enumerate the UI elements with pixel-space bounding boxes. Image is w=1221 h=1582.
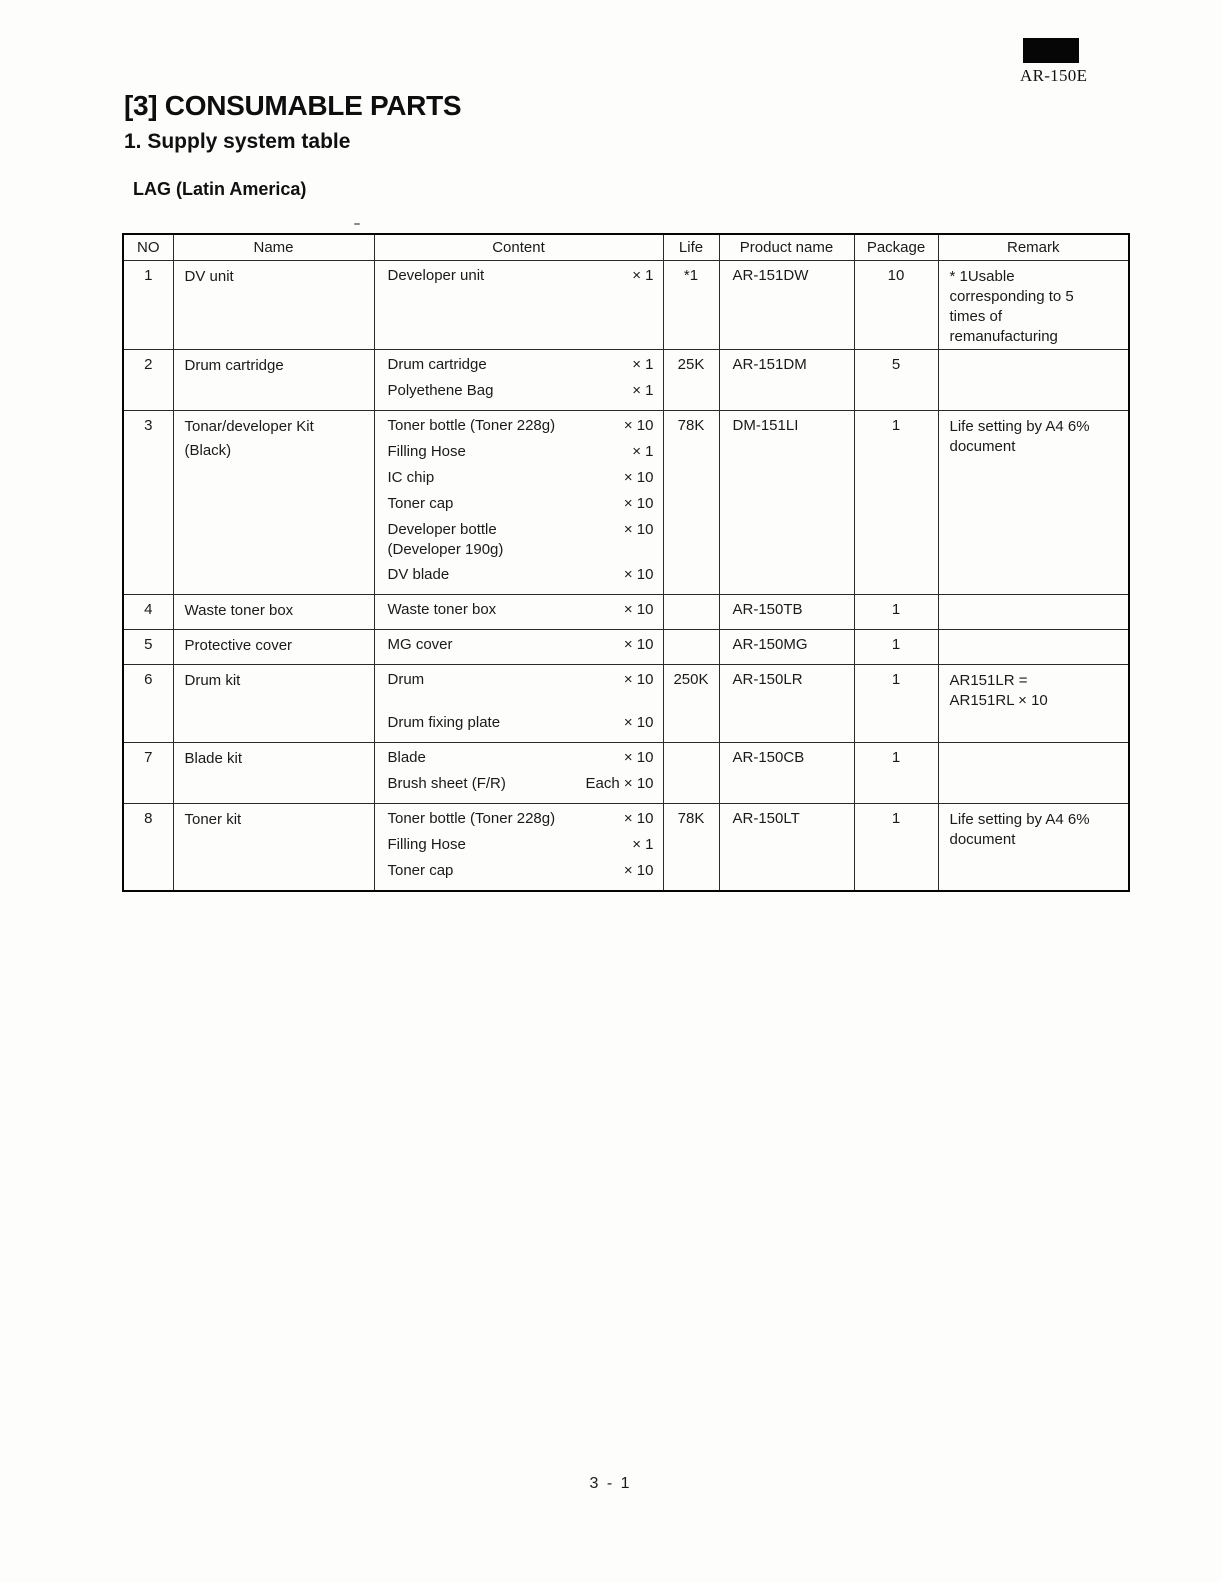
- cell-name: [173, 803, 374, 891]
- content-quantity: × 10: [623, 565, 654, 583]
- content-item-sub: (Developer 190g): [387, 540, 504, 558]
- content-quantity: × 1: [632, 835, 654, 853]
- cell-no: 3: [123, 410, 173, 594]
- column-header-remark: Remark: [938, 234, 1129, 260]
- column-header-life: Life: [663, 234, 719, 260]
- content-quantity: × 1: [632, 355, 654, 373]
- content-line: [388, 601, 654, 619]
- name-line: (Black): [184, 441, 232, 459]
- supply-table: [122, 233, 1130, 892]
- table-row: [123, 594, 1129, 629]
- content-quantity: × 1: [632, 266, 654, 284]
- name-line: Blade kit: [184, 749, 243, 767]
- content-item: Drum fixing plate: [387, 713, 501, 731]
- content-quantity: × 10: [623, 670, 654, 688]
- content-line: [388, 775, 654, 793]
- name-line: Protective cover: [184, 636, 293, 654]
- table-row: [123, 349, 1129, 410]
- redaction-block: [1023, 38, 1079, 63]
- content-item: DV blade: [387, 565, 450, 583]
- cell-no: 8: [123, 803, 173, 891]
- cell-name: [173, 260, 374, 349]
- content-item: Toner cap: [387, 861, 454, 879]
- cell-package: 1: [854, 410, 938, 594]
- remark-line: * 1Usable: [949, 267, 1015, 285]
- content-item: Developer bottle: [387, 520, 497, 538]
- content-quantity: Each × 10: [585, 774, 654, 792]
- content-line: [388, 495, 654, 513]
- cell-content: [374, 629, 663, 664]
- table-row: [123, 664, 1129, 742]
- name-line: Toner kit: [184, 810, 242, 828]
- cell-life: *1: [663, 260, 719, 349]
- section-title: [3] CONSUMABLE PARTS: [124, 90, 462, 121]
- content-line: [388, 469, 654, 487]
- content-line: [388, 749, 654, 767]
- cell-life: 78K: [663, 803, 719, 891]
- region-title: LAG (Latin America): [133, 179, 307, 199]
- cell-life: [663, 742, 719, 803]
- content-quantity: × 10: [623, 635, 654, 653]
- remark-line: times of: [949, 307, 1003, 325]
- cell-name: [173, 664, 374, 742]
- cell-product-name: AR-150LT: [719, 803, 854, 891]
- name-line: DV unit: [184, 267, 234, 285]
- content-item: Blade: [387, 748, 426, 766]
- content-quantity: × 1: [632, 381, 654, 399]
- cell-life: [663, 594, 719, 629]
- cell-product-name: AR-151DM: [719, 349, 854, 410]
- cell-remark: [938, 594, 1129, 629]
- content-line: [388, 417, 654, 435]
- content-item: MG cover: [387, 635, 453, 653]
- content-line: [388, 836, 654, 854]
- remark-line: AR151RL × 10: [949, 691, 1048, 709]
- remark-line: Life setting by A4 6%: [949, 810, 1090, 828]
- column-header-name: Name: [173, 234, 374, 260]
- content-line: [388, 267, 654, 285]
- cell-name: [173, 349, 374, 410]
- content-quantity: × 10: [623, 494, 654, 512]
- table-row: [123, 629, 1129, 664]
- content-item: IC chip: [387, 468, 435, 486]
- remark-line: remanufacturing: [949, 327, 1058, 345]
- cell-product-name: AR-151DW: [719, 260, 854, 349]
- content-line: [388, 671, 654, 689]
- cell-product-name: AR-150CB: [719, 742, 854, 803]
- content-line: [388, 810, 654, 828]
- content-item: Polyethene Bag: [387, 381, 494, 399]
- name-line: Drum kit: [184, 671, 241, 689]
- content-line: [388, 356, 654, 374]
- cell-product-name: DM-151LI: [719, 410, 854, 594]
- content-line: [388, 636, 654, 654]
- cell-content: [374, 742, 663, 803]
- content-quantity: × 10: [623, 861, 654, 879]
- cell-life: 250K: [663, 664, 719, 742]
- cell-content: [374, 803, 663, 891]
- model-label: AR-150E: [1020, 66, 1088, 85]
- cell-name: [173, 742, 374, 803]
- content-item: Toner bottle (Toner 228g): [387, 416, 556, 434]
- content-quantity: × 10: [623, 748, 654, 766]
- cell-content: [374, 410, 663, 594]
- cell-remark: [938, 664, 1129, 742]
- cell-package: 1: [854, 664, 938, 742]
- column-header-content: Content: [374, 234, 663, 260]
- content-line: [388, 714, 654, 732]
- cell-content: [374, 664, 663, 742]
- cell-remark: [938, 349, 1129, 410]
- remark-line: corresponding to 5: [949, 287, 1074, 305]
- cell-no: 1: [123, 260, 173, 349]
- cell-product-name: AR-150TB: [719, 594, 854, 629]
- name-line: Waste toner box: [184, 601, 294, 619]
- cell-remark: [938, 803, 1129, 891]
- cell-no: 4: [123, 594, 173, 629]
- remark-line: document: [949, 437, 1016, 455]
- remark-line: document: [949, 830, 1016, 848]
- cell-remark: [938, 260, 1129, 349]
- cell-package: 1: [854, 803, 938, 891]
- cell-content: [374, 594, 663, 629]
- remark-line: AR151LR =: [949, 671, 1028, 689]
- content-gap: [388, 697, 654, 714]
- cell-no: 5: [123, 629, 173, 664]
- content-item: Filling Hose: [387, 835, 466, 853]
- name-line: Drum cartridge: [184, 356, 284, 374]
- table-row: [123, 803, 1129, 891]
- content-quantity: × 10: [623, 713, 654, 731]
- cell-remark: [938, 410, 1129, 594]
- cell-package: 1: [854, 594, 938, 629]
- content-item: Drum: [387, 670, 425, 688]
- content-line: [388, 521, 654, 539]
- cell-content: [374, 349, 663, 410]
- cell-remark: [938, 629, 1129, 664]
- content-item: Drum cartridge: [387, 355, 487, 373]
- cell-content: [374, 260, 663, 349]
- table-row: [123, 410, 1129, 594]
- cell-no: 7: [123, 742, 173, 803]
- column-header-product-name: Product name: [719, 234, 854, 260]
- content-line: [388, 443, 654, 461]
- cell-name: [173, 629, 374, 664]
- content-item: Toner bottle (Toner 228g): [387, 809, 556, 827]
- table-row: [123, 260, 1129, 349]
- content-quantity: × 10: [623, 809, 654, 827]
- scan-artifact-dot: [354, 223, 360, 225]
- cell-package: 1: [854, 742, 938, 803]
- cell-no: 6: [123, 664, 173, 742]
- content-line: [388, 382, 654, 400]
- cell-life: [663, 629, 719, 664]
- cell-product-name: AR-150LR: [719, 664, 854, 742]
- content-line: [388, 862, 654, 880]
- cell-remark: [938, 742, 1129, 803]
- column-header-package: Package: [854, 234, 938, 260]
- cell-life: 25K: [663, 349, 719, 410]
- name-line: Tonar/developer Kit: [184, 417, 314, 435]
- cell-life: 78K: [663, 410, 719, 594]
- content-quantity: × 10: [623, 468, 654, 486]
- content-quantity: × 10: [623, 520, 654, 538]
- content-item: Toner cap: [387, 494, 454, 512]
- cell-package: 1: [854, 629, 938, 664]
- content-quantity: × 10: [623, 600, 654, 618]
- cell-name: [173, 410, 374, 594]
- content-line: [388, 566, 654, 584]
- table-body: [123, 260, 1129, 891]
- cell-product-name: AR-150MG: [719, 629, 854, 664]
- subsection-title: 1. Supply system table: [124, 130, 351, 153]
- cell-no: 2: [123, 349, 173, 410]
- content-quantity: × 1: [632, 442, 654, 460]
- cell-package: 10: [854, 260, 938, 349]
- table-header-row: [123, 234, 1129, 260]
- column-header-no: NO: [123, 234, 173, 260]
- page-number: 3 - 1: [589, 1475, 632, 1492]
- table-row: [123, 742, 1129, 803]
- content-quantity: × 10: [623, 416, 654, 434]
- content-item: Waste toner box: [387, 600, 497, 618]
- content-item: Filling Hose: [387, 442, 466, 460]
- cell-package: 5: [854, 349, 938, 410]
- content-item: Brush sheet (F/R): [387, 774, 506, 792]
- remark-line: Life setting by A4 6%: [949, 417, 1090, 435]
- cell-name: [173, 594, 374, 629]
- content-item: Developer unit: [387, 266, 485, 284]
